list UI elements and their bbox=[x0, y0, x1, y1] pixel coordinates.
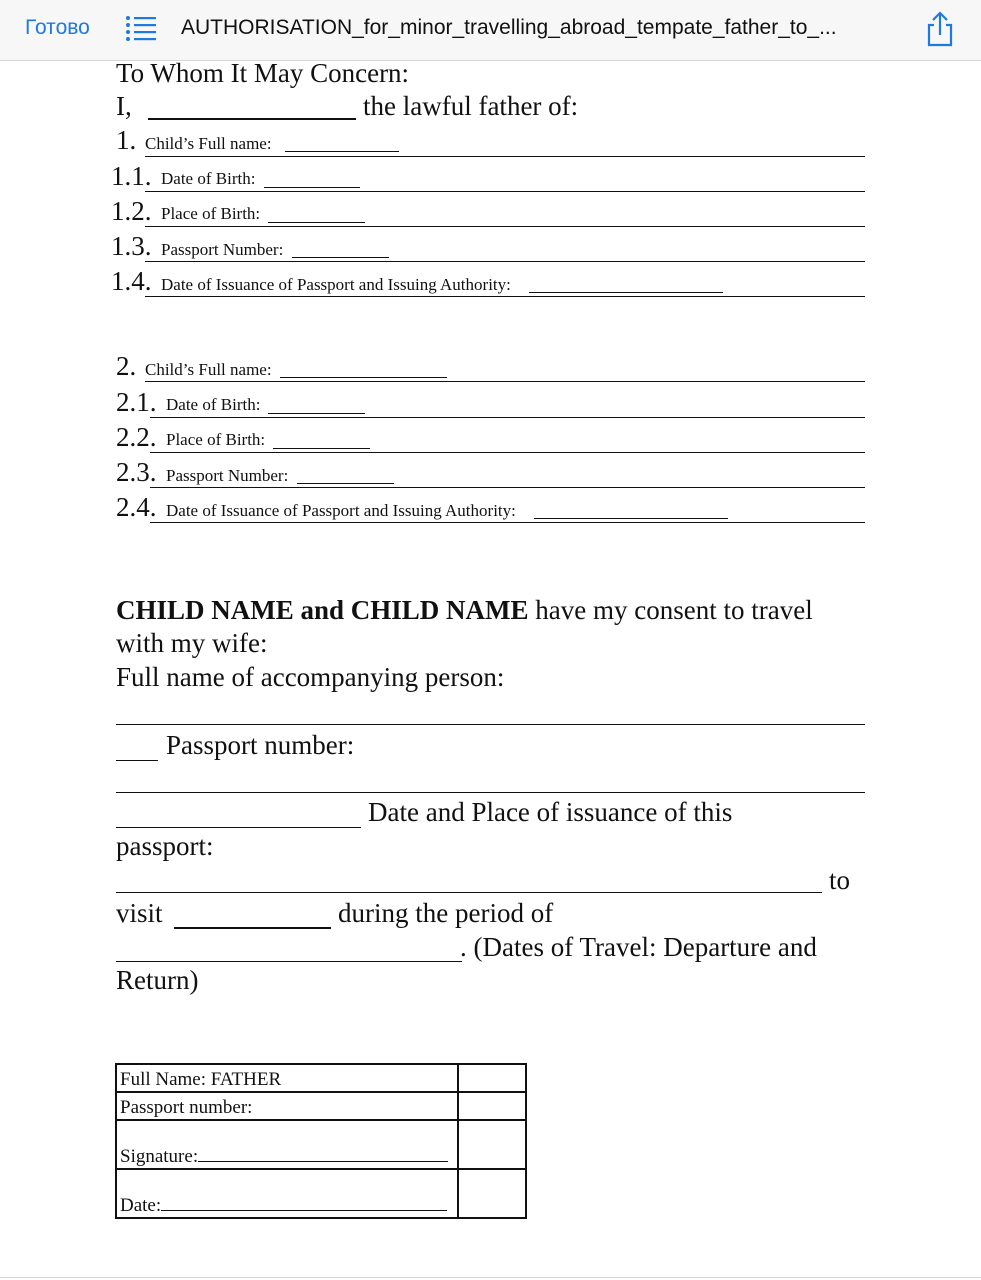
passport-number-label: Passport number: bbox=[166, 730, 355, 760]
top-toolbar bbox=[0, 0, 981, 61]
child2-dob-label: Date of Birth: bbox=[166, 395, 261, 414]
visit-word: visit bbox=[116, 898, 163, 928]
accompanying-person-blank[interactable] bbox=[116, 724, 865, 725]
child1-passport-blank[interactable] bbox=[292, 257, 389, 258]
child1-passport-label: Passport Number: bbox=[161, 240, 284, 259]
consent-line-2: with my wife: bbox=[116, 628, 268, 658]
list-icon[interactable] bbox=[125, 14, 157, 44]
issuance-blank[interactable] bbox=[116, 892, 822, 893]
child2-issuance-number: 2.4. bbox=[116, 492, 157, 522]
child1-full-name-label: Child’s Full name: bbox=[145, 134, 272, 153]
intro-suffix: the lawful father of: bbox=[363, 91, 579, 121]
child2-pob-number: 2.2. bbox=[116, 422, 157, 452]
field-rule bbox=[150, 522, 865, 523]
child2-passport-label: Passport Number: bbox=[166, 466, 289, 485]
date-cell bbox=[116, 1169, 458, 1218]
return-label: Return) bbox=[116, 965, 199, 995]
done-button[interactable]: Готово bbox=[25, 16, 90, 39]
period-label: during the period of bbox=[338, 898, 554, 928]
consent-children-names: CHILD NAME and CHILD NAME bbox=[116, 595, 529, 625]
child2-dob-number: 2.1. bbox=[116, 387, 157, 417]
date-label: Date: bbox=[120, 1195, 162, 1216]
signature-cell bbox=[116, 1120, 458, 1169]
table-row bbox=[116, 1120, 526, 1169]
field-rule bbox=[145, 226, 865, 227]
date-blank[interactable] bbox=[161, 1196, 447, 1211]
table-row bbox=[116, 1092, 526, 1120]
signature-blank[interactable] bbox=[198, 1147, 448, 1162]
table-row bbox=[116, 1064, 526, 1092]
issuance-label: Date and Place of issuance of this bbox=[368, 797, 733, 827]
bottom-divider bbox=[0, 1277, 981, 1278]
accompanying-person-label: Full name of accompanying person: bbox=[116, 662, 505, 692]
child2-number: 2. bbox=[116, 351, 137, 381]
passport-number-blank-end[interactable] bbox=[116, 827, 361, 828]
father-name-blank[interactable] bbox=[148, 118, 356, 120]
consent-line-1 bbox=[116, 595, 813, 625]
field-rule bbox=[145, 296, 865, 297]
field-rule bbox=[145, 381, 865, 382]
child2-dob-blank[interactable] bbox=[268, 413, 365, 414]
passport-word: passport: bbox=[116, 831, 214, 861]
empty-cell[interactable] bbox=[458, 1120, 526, 1169]
child2-full-name-blank[interactable] bbox=[280, 377, 447, 378]
child2-pob-blank[interactable] bbox=[273, 448, 370, 449]
child1-dob-label: Date of Birth: bbox=[161, 169, 256, 188]
child1-number: 1. bbox=[116, 125, 137, 155]
child2-full-name-label: Child’s Full name: bbox=[145, 360, 272, 379]
empty-cell[interactable] bbox=[458, 1092, 526, 1120]
empty-cell[interactable] bbox=[458, 1064, 526, 1092]
consent-text: have my consent to travel bbox=[528, 595, 813, 625]
field-rule bbox=[150, 452, 865, 453]
child1-dob-number: 1.1. bbox=[111, 161, 152, 191]
child1-dob-blank[interactable] bbox=[264, 187, 360, 188]
father-passport-cell bbox=[116, 1092, 458, 1120]
field-rule bbox=[150, 417, 865, 418]
passport-number-blank[interactable] bbox=[116, 792, 865, 793]
child2-issuance-label: Date of Issuance of Passport and Issuing Authority: bbox=[166, 501, 516, 520]
child1-issuance-blank[interactable] bbox=[529, 292, 723, 293]
destination-blank[interactable] bbox=[174, 927, 331, 929]
father-signature-table bbox=[115, 1063, 527, 1219]
child1-full-name-blank[interactable] bbox=[285, 151, 399, 152]
field-rule bbox=[145, 261, 865, 262]
father-full-name-cell bbox=[116, 1064, 458, 1092]
child2-passport-number: 2.3. bbox=[116, 457, 157, 487]
field-rule bbox=[150, 487, 865, 488]
field-rule bbox=[145, 191, 865, 192]
signature-label: Signature: bbox=[120, 1146, 199, 1167]
intro-prefix: I, bbox=[116, 91, 132, 121]
child2-issuance-blank[interactable] bbox=[534, 518, 728, 519]
accompanying-person-blank-end[interactable] bbox=[116, 760, 158, 761]
salutation: To Whom It May Concern: bbox=[116, 58, 410, 88]
child1-pob-blank[interactable] bbox=[268, 222, 365, 223]
father-full-name: Full Name: FATHER bbox=[120, 1069, 282, 1090]
share-icon[interactable] bbox=[924, 11, 956, 47]
child1-issuance-number: 1.4. bbox=[111, 266, 152, 296]
child1-passport-number: 1.3. bbox=[111, 231, 152, 261]
child1-issuance-label: Date of Issuance of Passport and Issuing Authority: bbox=[161, 275, 511, 294]
table-row bbox=[116, 1169, 526, 1218]
child1-pob-label: Place of Birth: bbox=[161, 204, 261, 223]
child2-passport-blank[interactable] bbox=[297, 483, 394, 484]
field-rule bbox=[145, 156, 865, 157]
document-title: AUTHORISATION_for_minor_travelling_abroad_tempate_father_to_... bbox=[181, 16, 837, 39]
to-word: to bbox=[829, 865, 851, 895]
travel-dates-label: . (Dates of Travel: Departure and bbox=[460, 932, 817, 962]
child2-pob-label: Place of Birth: bbox=[166, 430, 266, 449]
father-passport-label: Passport number: bbox=[120, 1097, 253, 1118]
child1-pob-number: 1.2. bbox=[111, 196, 152, 226]
empty-cell[interactable] bbox=[458, 1169, 526, 1218]
travel-dates-blank[interactable] bbox=[116, 961, 462, 962]
